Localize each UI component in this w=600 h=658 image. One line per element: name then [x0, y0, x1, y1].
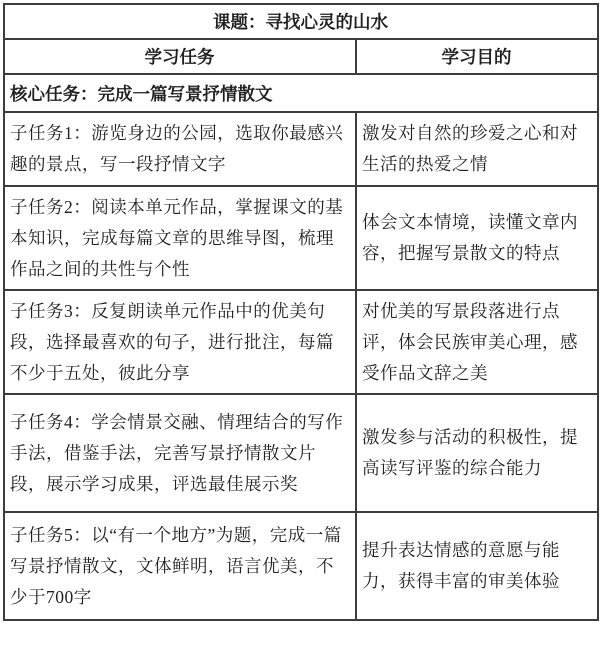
goal-1-cell: 激发对自然的珍爱之心和对生活的热爱之情 [356, 112, 598, 186]
column-header-task: 学习任务 [4, 39, 356, 74]
goal-2-cell: 体会文本情境，读懂文章内容，把握写景散文的特点 [356, 186, 598, 290]
goal-4-cell: 激发参与活动的积极性，提高读写评鉴的综合能力 [356, 394, 598, 512]
goal-3-cell: 对优美的写景段落进行点评，体会民族审美心理，感受作品文辞之美 [356, 290, 598, 394]
subtask-4-cell: 子任务4：学会情景交融、情理结合的写作手法，借鉴手法，完善写景抒情散文片段，展示学习成果，评选最佳展示奖 [4, 394, 356, 512]
table-row [4, 186, 598, 290]
table-row [4, 112, 598, 186]
learning-plan-table [3, 3, 599, 621]
subtask-1-cell: 子任务1：游览身边的公园，选取你最感兴趣的景点，写一段抒情文字 [4, 112, 356, 186]
subtask-5-cell: 子任务5：以“有一个地方”为题，完成一篇写景抒情散文，文体鲜明，语言优美，不少于700字 [4, 512, 356, 620]
table-row [4, 512, 598, 620]
subtask-2-cell: 子任务2：阅读本单元作品，掌握课文的基本知识，完成每篇文章的思维导图，梳理作品之间的共性与个性 [4, 186, 356, 290]
page-title: 课题：寻找心灵的山水 [4, 4, 598, 39]
column-header-goal: 学习目的 [356, 39, 598, 74]
core-task-label: 核心任务：完成一篇写景抒情散文 [4, 74, 598, 112]
subtask-3-cell: 子任务3：反复朗读单元作品中的优美句段，选择最喜欢的句子，进行批注，每篇不少于五处，彼此分享 [4, 290, 356, 394]
title-row [4, 4, 598, 39]
goal-5-cell: 提升表达情感的意愿与能力，获得丰富的审美体验 [356, 512, 598, 620]
column-header-row [4, 39, 598, 74]
table-row [4, 290, 598, 394]
core-task-row [4, 74, 598, 112]
table-row [4, 394, 598, 512]
